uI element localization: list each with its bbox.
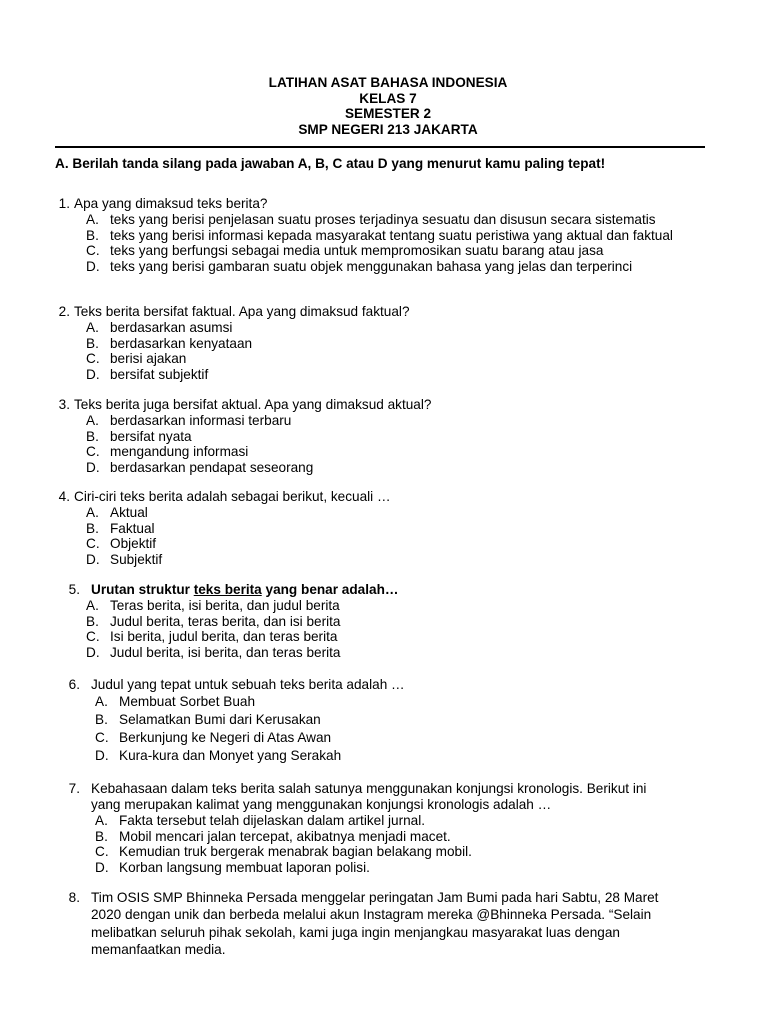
option-text: Kemudian truk bergerak menabrak bagian belakang mobil. bbox=[119, 844, 472, 860]
option-text: berdasarkan informasi terbaru bbox=[110, 413, 292, 428]
question-2 bbox=[0, 304, 768, 382]
option-letter: C. bbox=[95, 730, 109, 745]
question-text: Apa yang dimaksud teks berita? bbox=[74, 196, 268, 211]
option-d[interactable] bbox=[0, 747, 768, 765]
question-text bbox=[91, 582, 398, 598]
option-a[interactable] bbox=[0, 320, 768, 336]
option-letter: D. bbox=[86, 459, 100, 475]
option-text: teks yang berisi penjelasan suatu proses terjadinya sesuatu dan disusun secara sistematis bbox=[110, 212, 656, 227]
option-b[interactable] bbox=[0, 829, 768, 845]
question-4 bbox=[0, 489, 768, 567]
question-number: 1. bbox=[58, 196, 70, 211]
question-text-part: yang benar adalah… bbox=[261, 582, 399, 597]
option-letter: A. bbox=[86, 320, 99, 335]
option-text: berisi ajakan bbox=[110, 351, 187, 367]
option-text: berdasarkan kenyataan bbox=[110, 335, 253, 351]
option-text: teks yang berisi informasi kepada masyarakat tentang suatu peristiwa yang aktual dan faktual bbox=[110, 227, 673, 243]
option-c[interactable] bbox=[0, 444, 768, 460]
option-d[interactable] bbox=[0, 860, 768, 876]
passage-line: Tim OSIS SMP Bhinneka Persada menggelar peringatan Jam Bumi pada hari Sabtu, 28 Maret bbox=[91, 890, 659, 905]
option-b[interactable] bbox=[0, 429, 768, 445]
question-1 bbox=[0, 196, 768, 274]
option-text: teks yang berisi gambaran suatu objek menggunakan bahasa yang jelas dan terperinci bbox=[110, 258, 633, 274]
option-c[interactable] bbox=[0, 729, 768, 747]
question-text: Teks berita juga bersifat aktual. Apa yang dimaksud aktual? bbox=[74, 397, 432, 412]
option-letter: C. bbox=[86, 243, 100, 259]
question-5 bbox=[0, 582, 768, 660]
option-letter: B. bbox=[86, 428, 99, 444]
question-number: 4. bbox=[58, 489, 70, 504]
passage-line: 2020 dengan unik dan berbeda melalui akun Instagram mereka @Bhinneka Persada. “Selain bbox=[91, 907, 652, 923]
question-text-part: Urutan struktur bbox=[91, 582, 194, 597]
option-d[interactable] bbox=[0, 552, 768, 568]
option-text: bersifat nyata bbox=[110, 428, 192, 444]
option-letter: A. bbox=[86, 505, 99, 520]
question-text: Teks berita bersifat faktual. Apa yang dimaksud faktual? bbox=[74, 304, 410, 319]
question-text: Judul yang tepat untuk sebuah teks berita adalah … bbox=[91, 677, 405, 692]
question-number: 5. bbox=[68, 582, 80, 597]
option-letter: B. bbox=[86, 227, 99, 243]
passage-line: melibatkan seluruh pihak sekolah, kami juga ingin menjangkau masyarakat luas dengan bbox=[91, 924, 620, 940]
option-letter: B. bbox=[95, 828, 108, 844]
option-text: Isi berita, judul berita, dan teras berita bbox=[110, 629, 338, 645]
option-letter: A. bbox=[95, 813, 108, 828]
option-a[interactable] bbox=[0, 813, 768, 829]
option-c[interactable] bbox=[0, 844, 768, 860]
option-text: Judul berita, teras berita, dan isi berita bbox=[110, 613, 341, 629]
option-text: Faktual bbox=[110, 520, 155, 536]
option-c[interactable] bbox=[0, 351, 768, 367]
option-d[interactable] bbox=[0, 259, 768, 275]
option-a[interactable] bbox=[0, 693, 768, 711]
option-letter: D. bbox=[86, 366, 100, 382]
question-text-line-1: Kebahasaan dalam teks berita salah satunya menggunakan konjungsi kronologis. Berikut ini bbox=[91, 781, 647, 796]
option-letter: C. bbox=[95, 844, 109, 860]
option-text: Fakta tersebut telah dijelaskan dalam artikel jurnal. bbox=[119, 813, 426, 828]
option-c[interactable] bbox=[0, 629, 768, 645]
option-text: Judul berita, isi berita, dan teras berita bbox=[110, 644, 341, 660]
header-school: SMP NEGERI 213 JAKARTA bbox=[298, 121, 478, 137]
option-d[interactable] bbox=[0, 367, 768, 383]
question-text-line-2: yang merupakan kalimat yang menggunakan konjungsi kronologis adalah … bbox=[91, 797, 552, 812]
option-letter: A. bbox=[86, 212, 99, 227]
question-number: 6. bbox=[68, 677, 80, 692]
passage-line: memanfaatkan media. bbox=[91, 941, 226, 957]
option-letter: D. bbox=[95, 859, 109, 875]
option-text: Korban langsung membuat laporan polisi. bbox=[119, 859, 370, 875]
question-text-underlined: teks berita bbox=[193, 582, 262, 597]
option-text: teks yang berfungsi sebagai media untuk mempromosikan suatu barang atau jasa bbox=[110, 243, 604, 259]
option-text: Aktual bbox=[110, 505, 148, 520]
option-letter: D. bbox=[95, 748, 109, 763]
question-number: 2. bbox=[58, 304, 70, 319]
question-number: 7. bbox=[68, 781, 80, 796]
option-d[interactable] bbox=[0, 645, 768, 661]
option-a[interactable] bbox=[0, 505, 768, 521]
option-text: Kura-kura dan Monyet yang Serakah bbox=[119, 748, 342, 763]
header-divider bbox=[55, 146, 705, 148]
option-letter: B. bbox=[95, 712, 108, 727]
option-c[interactable] bbox=[0, 536, 768, 552]
option-text: Selamatkan Bumi dari Kerusakan bbox=[119, 712, 321, 727]
question-number: 3. bbox=[58, 397, 70, 412]
question-7 bbox=[0, 781, 768, 875]
option-a[interactable] bbox=[0, 598, 768, 614]
exam-header bbox=[0, 75, 768, 137]
option-letter: A. bbox=[86, 413, 99, 428]
option-letter: C. bbox=[86, 536, 100, 552]
question-3 bbox=[0, 397, 768, 475]
option-text: Objektif bbox=[110, 536, 157, 552]
option-text: bersifat subjektif bbox=[110, 366, 209, 382]
option-b[interactable] bbox=[0, 228, 768, 244]
option-letter: C. bbox=[86, 629, 100, 645]
option-b[interactable] bbox=[0, 336, 768, 352]
option-letter: D. bbox=[86, 644, 100, 660]
option-text: Teras berita, isi berita, dan judul berita bbox=[110, 598, 340, 613]
question-passage bbox=[91, 889, 691, 958]
option-c[interactable] bbox=[0, 243, 768, 259]
option-text: mengandung informasi bbox=[110, 444, 249, 460]
option-b[interactable] bbox=[0, 521, 768, 537]
option-a[interactable] bbox=[0, 212, 768, 228]
question-text: Ciri-ciri teks berita adalah sebagai berikut, kecuali … bbox=[74, 489, 391, 504]
option-text: Subjektif bbox=[110, 551, 163, 567]
option-letter: A. bbox=[95, 694, 108, 709]
option-letter: A. bbox=[86, 598, 99, 613]
option-text: Berkunjung ke Negeri di Atas Awan bbox=[119, 730, 332, 745]
option-text: Mobil mencari jalan tercepat, akibatnya menjadi macet. bbox=[119, 828, 451, 844]
option-letter: B. bbox=[86, 520, 99, 536]
option-a[interactable] bbox=[0, 413, 768, 429]
question-number: 8. bbox=[68, 890, 80, 905]
header-title: LATIHAN ASAT BAHASA INDONESIA bbox=[268, 75, 508, 90]
option-letter: B. bbox=[86, 613, 99, 629]
header-class: KELAS 7 bbox=[359, 90, 417, 106]
option-letter: C. bbox=[86, 351, 100, 367]
section-instruction: A. Berilah tanda silang pada jawaban A, B, C atau D yang menurut kamu paling tepat! bbox=[55, 156, 606, 171]
question-6 bbox=[0, 677, 768, 765]
option-letter: C. bbox=[86, 444, 100, 460]
option-text: berdasarkan pendapat seseorang bbox=[110, 459, 314, 475]
option-letter: D. bbox=[86, 258, 100, 274]
option-b[interactable] bbox=[0, 711, 768, 729]
option-text: berdasarkan asumsi bbox=[110, 320, 233, 335]
option-letter: D. bbox=[86, 551, 100, 567]
option-d[interactable] bbox=[0, 460, 768, 476]
option-letter: B. bbox=[86, 335, 99, 351]
option-text: Membuat Sorbet Buah bbox=[119, 694, 256, 709]
option-b[interactable] bbox=[0, 614, 768, 630]
header-semester: SEMESTER 2 bbox=[344, 106, 432, 121]
